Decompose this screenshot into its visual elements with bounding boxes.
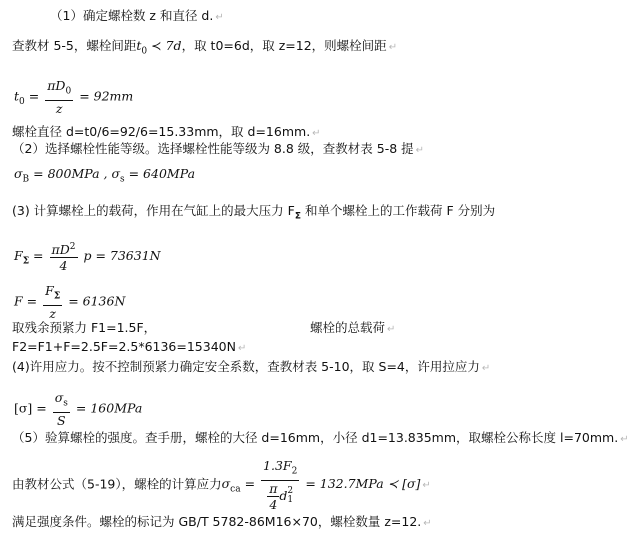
f1-numerator xyxy=(50,240,78,258)
f1-denominator: 4 xyxy=(59,258,68,274)
t0-numerator xyxy=(45,78,73,101)
calc-lhs: σ xyxy=(221,476,231,492)
f2-tail: = 6136N xyxy=(68,293,126,309)
section-5-heading-text: （5）验算螺栓的强度。查手册，螺栓的大径 d=16mm，小径 d1=13.835mm，取螺栓公称长度 l=70mm. xyxy=(12,430,619,445)
t0-num-text: πD xyxy=(47,78,66,93)
section-3-heading-sub: Σ xyxy=(294,211,302,222)
f1-equals: = xyxy=(33,248,44,264)
section-3-heading-a: (3) 计算螺栓上的载荷，作用在气缸上的最大压力 F xyxy=(12,203,295,218)
calc-lhs-sub: ca xyxy=(230,484,241,495)
f2-fraction xyxy=(43,283,62,321)
calc-d-sub: 1 xyxy=(287,495,294,505)
conclusion-line xyxy=(12,514,432,532)
allowable-fraction xyxy=(53,390,70,428)
allowable-num-text: σ xyxy=(54,390,64,405)
residual-line xyxy=(12,320,156,336)
total-load-label-line xyxy=(310,320,395,338)
f2-num-text: F xyxy=(45,283,54,298)
spacing-inequality xyxy=(136,38,182,57)
calc-d: d xyxy=(279,487,288,503)
calc-fraction xyxy=(261,458,299,512)
calc-pi: π xyxy=(269,480,278,496)
paragraph-mark-icon: ↵ xyxy=(388,42,398,53)
calc-numerator xyxy=(261,458,299,481)
t0-lhs: t xyxy=(14,88,20,104)
allowable-equals: = xyxy=(36,400,47,416)
diameter-text: 螺栓直径 d=t0/6=92/6=15.33mm，取 d=16mm. xyxy=(12,124,311,139)
paragraph-mark-icon: ↵ xyxy=(481,363,491,374)
t0-lhs-sub: 0 xyxy=(19,96,25,107)
paragraph-mark-icon: ↵ xyxy=(215,12,224,23)
ineq-rhs: 7d xyxy=(165,38,182,53)
f1-lhs: F xyxy=(14,248,23,264)
calc-tail: = 132.7MPa ≺ [σ] xyxy=(305,476,421,492)
f2-equals: = xyxy=(26,293,38,309)
calc-num-sub: 2 xyxy=(291,466,298,477)
t0-equals-2: = xyxy=(79,88,90,104)
ineq-lhs: t xyxy=(136,38,142,53)
section-1-heading xyxy=(50,8,224,26)
total-load-formula xyxy=(12,339,246,357)
section-1-heading-text: （1）确定螺栓数 z 和直径 d. xyxy=(50,8,214,23)
sigma-s: = 800MPa , σ xyxy=(29,166,121,181)
ineq-sub: 0 xyxy=(141,46,148,57)
f2-denominator: z xyxy=(49,305,56,321)
f1-num-sup: 2 xyxy=(69,242,76,252)
t0-result: 92mm xyxy=(93,88,134,104)
t0-equals: = xyxy=(28,88,40,104)
section-4-heading xyxy=(12,359,490,377)
section-5-heading xyxy=(12,430,629,448)
allowable-tail: = 160MPa xyxy=(75,400,143,416)
calc-pi-over-4 xyxy=(267,481,279,512)
total-load-label: 螺栓的总载荷 xyxy=(310,320,386,335)
calc-stress-line xyxy=(12,458,431,512)
section-2-heading-text: （2）选择螺栓性能等级。选择螺栓性能等级为 8.8 级，查教材表 5-8 提 xyxy=(12,141,414,156)
allowable-stress-formula xyxy=(14,390,142,428)
allowable-numerator xyxy=(53,390,70,413)
f1-tail: p = 73631N xyxy=(83,248,161,264)
f1-lhs-sub: Σ xyxy=(22,256,30,267)
f1-fraction xyxy=(50,240,78,273)
paragraph-mark-icon: ↵ xyxy=(415,145,425,156)
calc-equals: = xyxy=(244,476,256,492)
calc-num-text: 1.3F xyxy=(263,458,292,473)
paragraph-mark-icon: ↵ xyxy=(312,128,321,139)
t0-fraction xyxy=(45,78,73,116)
f2-num-sub: Σ xyxy=(53,291,61,302)
f1-num-text: πD xyxy=(51,242,70,258)
f2-numerator xyxy=(43,283,62,306)
calc-denominator xyxy=(261,481,299,512)
spacing-text-b: ，取 t0=6d，取 z=12，则螺栓间距 xyxy=(181,38,387,53)
spacing-text-a: 查教材 5-5，螺栓间距 xyxy=(12,38,137,53)
f-formula xyxy=(14,283,125,321)
sigma-b: σ xyxy=(14,166,23,181)
section-4-heading-text: (4)许用应力。按不控制预紧力确定安全系数，查教材表 5-10，取 S=4，许用拉应力 xyxy=(12,359,480,374)
section-1-spacing-line xyxy=(12,38,397,60)
section-2-heading xyxy=(12,141,424,159)
allowable-denominator: S xyxy=(57,412,66,428)
allowable-lhs: [σ] xyxy=(14,400,33,416)
t0-formula xyxy=(14,78,133,116)
ineq-op: ≺ xyxy=(151,38,162,53)
sigma-s-value: = 640MPa xyxy=(124,166,196,181)
paragraph-mark-icon: ↵ xyxy=(423,518,432,529)
paragraph-mark-icon: ↵ xyxy=(620,434,629,445)
calc-four: 4 xyxy=(269,496,278,512)
total-load-formula-text: F2=F1+F=2.5F=2.5*6136=15340N xyxy=(12,339,236,354)
conclusion-text: 满足强度条件。螺栓的标记为 GB/T 5782-86M16×70，螺栓数量 z=12. xyxy=(12,514,422,529)
strength-formula xyxy=(14,166,195,188)
sigma-s-sub: s xyxy=(120,174,125,185)
paragraph-mark-icon: ↵ xyxy=(387,324,396,335)
paragraph-mark-icon: ↵ xyxy=(422,480,431,492)
allowable-num-sub: s xyxy=(63,398,68,409)
calc-d-sup: 2 xyxy=(287,486,294,496)
sigma-b-sub: B xyxy=(22,174,30,185)
t0-denominator: z xyxy=(55,100,63,116)
f-sigma-formula xyxy=(14,240,161,273)
calc-stress-formula xyxy=(221,458,421,512)
f2-lhs: F xyxy=(14,293,23,309)
residual-text: 取残余预紧力 F1=1.5F， xyxy=(12,320,157,335)
paragraph-mark-icon: ↵ xyxy=(237,343,247,354)
section-3-heading xyxy=(12,203,495,225)
calc-stress-text: 由教材公式（5-19），螺栓的计算应力 xyxy=(12,476,222,492)
section-3-heading-b: 和单个螺栓上的工作载荷 F 分别为 xyxy=(301,203,496,218)
t0-num-sub: 0 xyxy=(65,86,72,97)
diameter-line xyxy=(12,124,321,142)
